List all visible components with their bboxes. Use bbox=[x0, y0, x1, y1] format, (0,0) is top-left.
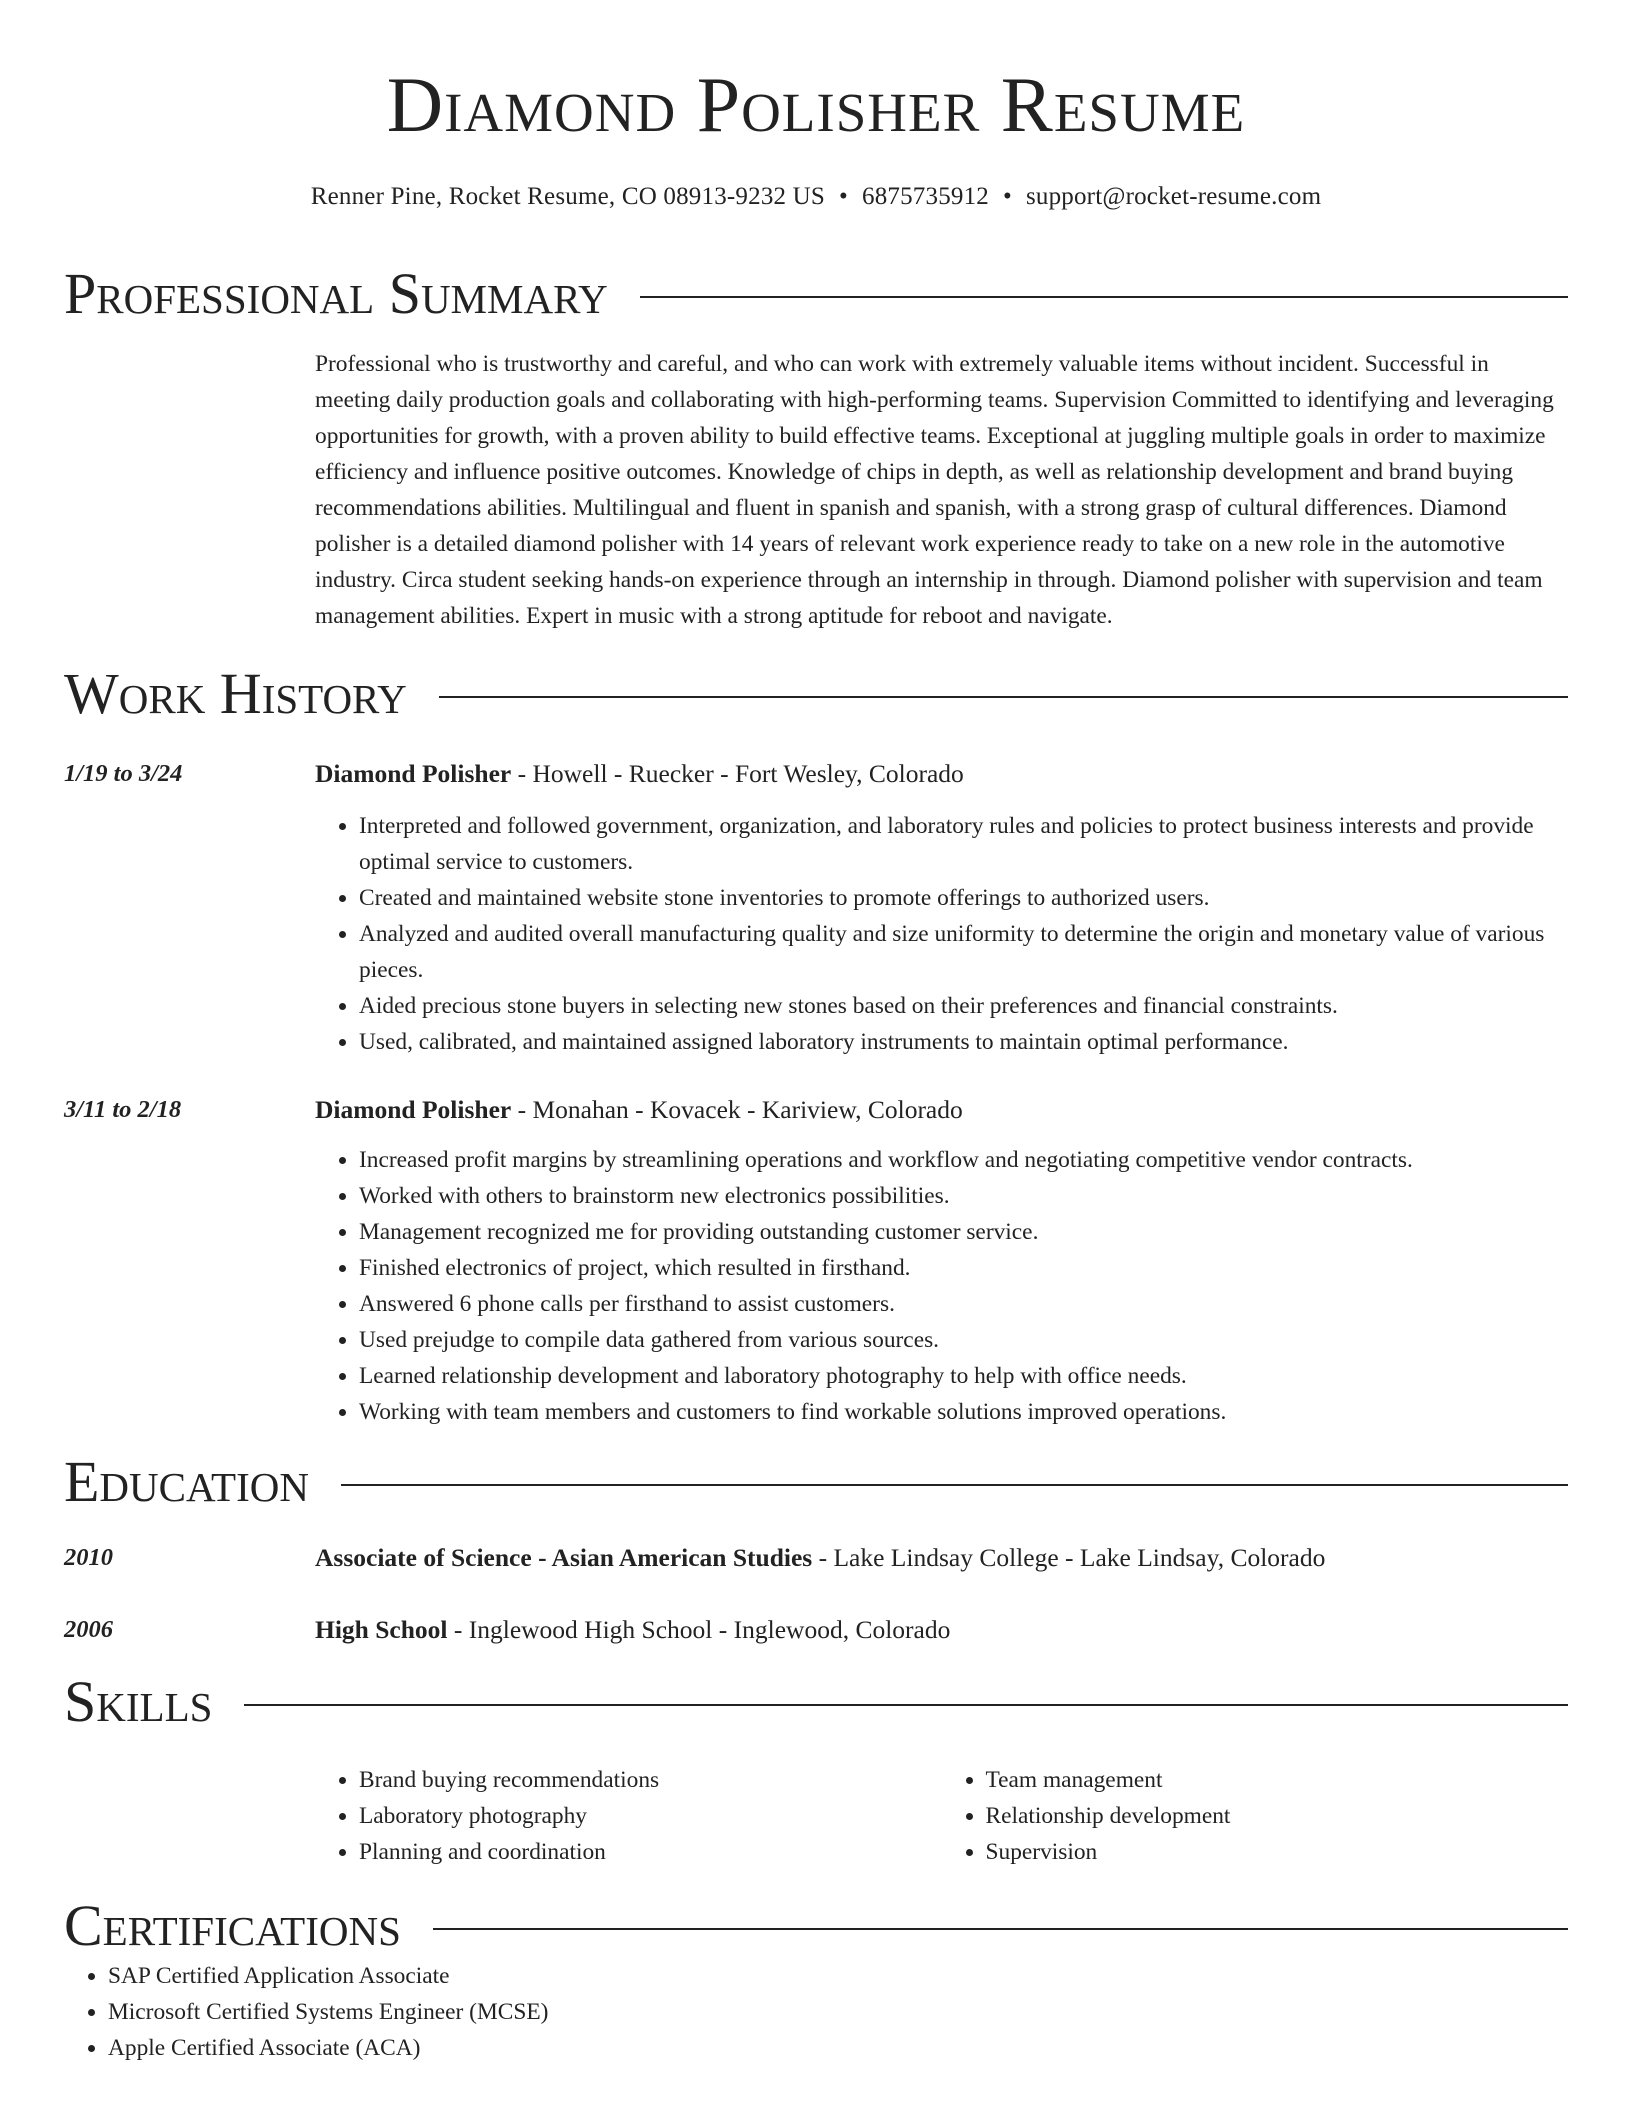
section-header bbox=[64, 662, 1568, 726]
job-entry bbox=[64, 1092, 1568, 1430]
skill-item: • Brand buying recommendations bbox=[359, 1762, 942, 1798]
job-dates: 1/19 to 3/24 bbox=[64, 760, 183, 787]
job-title-line bbox=[315, 756, 1568, 792]
section-header bbox=[64, 1450, 1568, 1514]
education-line bbox=[315, 1612, 1568, 1648]
section-header bbox=[64, 1670, 1568, 1734]
job-dates: 3/11 to 2/18 bbox=[64, 1096, 182, 1123]
skill-item: • Planning and coordination bbox=[359, 1834, 942, 1870]
section-divider bbox=[640, 296, 1568, 298]
skill-item: • Supervision bbox=[986, 1834, 1569, 1870]
job-body bbox=[315, 1092, 1568, 1430]
list-item: • Learned relationship development and laboratory photography to help with office needs. bbox=[359, 1358, 1568, 1394]
section-divider bbox=[433, 1928, 1568, 1930]
education-school: - Lake Lindsay College - Lake Lindsay, Colorado bbox=[812, 1543, 1326, 1572]
resume-title: Diamond Polisher Resume bbox=[386, 61, 1246, 148]
skills-section bbox=[64, 1670, 1568, 1870]
certification-item: • Microsoft Certified Systems Engineer (MCSE) bbox=[108, 1994, 1568, 2030]
contact-phone: 6875735912 bbox=[862, 183, 989, 210]
summary-text: Professional who is trustworthy and careful, and who can work with extremely valuable items without incident. Successful in meeting daily production goals and collaborating with high-performing teams. Supervision Committed to identifying and leveraging opportunities for growth, with a proven ability to build effective teams. Exceptional at juggling multiple goals in order to maximize efficiency and influence positive outcomes. Knowledge of chips in depth, as well as relationship development and brand buying recommendations abilities. Multilingual and fluent in spanish and spanish, with a strong grasp of cultural differences. Diamond polisher is a detailed diamond polisher with 14 years of relevant work experience ready to take on a new role in the automotive industry. Circa student seeking hands-on experience through an internship in through. Diamond polisher with supervision and team management abilities. Expert in music with a strong aptitude for reboot and navigate. bbox=[315, 351, 1554, 629]
skills-column-left bbox=[315, 1762, 942, 1870]
skill-item: • Laboratory photography bbox=[359, 1798, 942, 1834]
list-item: • Answered 6 phone calls per firsthand to assist customers. bbox=[359, 1286, 1568, 1322]
contact-email: support@rocket-resume.com bbox=[1025, 183, 1322, 210]
section-title: Certifications bbox=[64, 1893, 401, 1958]
education-degree: High School bbox=[315, 1615, 448, 1644]
section-title: Work History bbox=[64, 661, 407, 726]
list-item: • Used prejudge to compile data gathered from various sources. bbox=[359, 1322, 1568, 1358]
education-year: 2006 bbox=[64, 1616, 113, 1643]
job-body bbox=[315, 756, 1568, 1060]
education-year: 2010 bbox=[64, 1544, 113, 1571]
section-header bbox=[64, 262, 1568, 326]
list-item: • Worked with others to brainstorm new electronics possibilities. bbox=[359, 1178, 1568, 1214]
education-school: - Inglewood High School - Inglewood, Colorado bbox=[447, 1615, 951, 1644]
education-section bbox=[64, 1450, 1568, 1648]
certifications-section bbox=[64, 1894, 1568, 2066]
education-entry bbox=[64, 1612, 1568, 1648]
list-item: • Created and maintained website stone inventories to promote offerings to authorized users. bbox=[359, 880, 1568, 916]
certification-item: • SAP Certified Application Associate bbox=[108, 1958, 1568, 1994]
job-bullets bbox=[315, 808, 1568, 1060]
job-entry bbox=[64, 756, 1568, 1060]
list-item: • Working with team members and customers to find workable solutions improved operations. bbox=[359, 1394, 1568, 1430]
skills-grid bbox=[315, 1762, 1568, 1870]
education-line bbox=[315, 1540, 1568, 1576]
section-divider bbox=[341, 1484, 1568, 1486]
list-item: • Management recognized me for providing outstanding customer service. bbox=[359, 1214, 1568, 1250]
list-item: • Aided precious stone buyers in selecting new stones based on their preferences and financial constraints. bbox=[359, 988, 1568, 1024]
certifications-list bbox=[64, 1958, 1568, 2066]
job-title-line bbox=[315, 1092, 1568, 1128]
education-degree: Associate of Science - Asian American Studies bbox=[315, 1543, 813, 1572]
section-divider bbox=[244, 1704, 1568, 1706]
list-item: • Interpreted and followed government, organization, and laboratory rules and policies to protect business interests and provide optimal service to customers. bbox=[359, 808, 1568, 880]
skill-item: • Relationship development bbox=[986, 1798, 1569, 1834]
job-employer: - Howell - Ruecker - Fort Wesley, Colorado bbox=[511, 759, 964, 788]
list-item: • Analyzed and audited overall manufacturing quality and size uniformity to determine the origin and monetary value of various pieces. bbox=[359, 916, 1568, 988]
work-history-section bbox=[64, 662, 1568, 1430]
section-title: Professional Summary bbox=[64, 261, 608, 326]
list-item: • Increased profit margins by streamlining operations and workflow and negotiating competitive vendor contracts. bbox=[359, 1142, 1568, 1178]
job-title: Diamond Polisher bbox=[315, 759, 512, 788]
job-bullets bbox=[315, 1142, 1568, 1430]
contact-address: Renner Pine, Rocket Resume, CO 08913-9232 US bbox=[310, 183, 826, 210]
list-item: • Finished electronics of project, which resulted in firsthand. bbox=[359, 1250, 1568, 1286]
skills-column-right bbox=[942, 1762, 1569, 1870]
education-entry bbox=[64, 1540, 1568, 1576]
section-title: Education bbox=[64, 1449, 309, 1514]
certification-item: • Apple Certified Associate (ACA) bbox=[108, 2030, 1568, 2066]
list-item: • Used, calibrated, and maintained assigned laboratory instruments to maintain optimal performance. bbox=[359, 1024, 1568, 1060]
job-title: Diamond Polisher bbox=[315, 1095, 512, 1124]
section-header bbox=[64, 1894, 1568, 1958]
contact-separator: • bbox=[839, 183, 848, 210]
summary-section bbox=[64, 262, 1568, 634]
job-employer: - Monahan - Kovacek - Kariview, Colorado bbox=[511, 1095, 963, 1124]
skill-item: • Team management bbox=[986, 1762, 1569, 1798]
contact-line bbox=[64, 182, 1568, 212]
section-divider bbox=[439, 696, 1568, 698]
contact-separator: • bbox=[1003, 183, 1012, 210]
section-title: Skills bbox=[64, 1669, 213, 1734]
